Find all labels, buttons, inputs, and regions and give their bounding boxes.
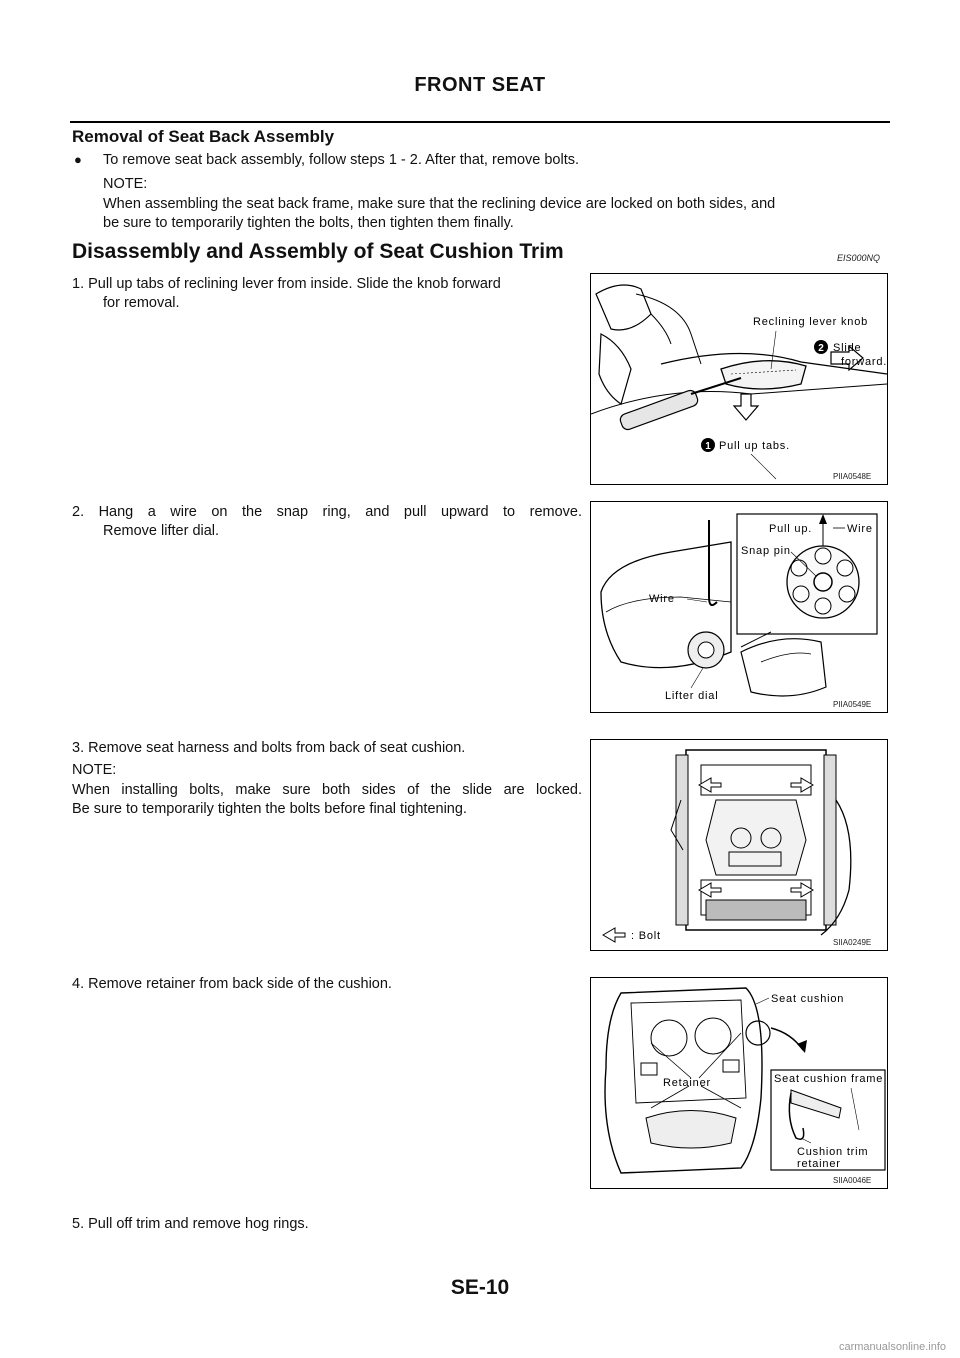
label-bolt: : Bolt xyxy=(631,930,661,942)
label-wire: Wire xyxy=(649,593,675,605)
figure-lifter-dial xyxy=(590,501,888,713)
watermark: carmanualsonline.info xyxy=(838,1341,946,1353)
note-text-line1: When assembling the seat back frame, make sure that the reclining device are locked on both sides, and xyxy=(103,196,776,212)
header-rule xyxy=(70,121,890,123)
label-pull-up: Pull up. xyxy=(769,523,813,535)
step-5-line1: 5. Pull off trim and remove hog rings. xyxy=(72,1216,309,1232)
step-3-note-line2: Be sure to temporarily tighten the bolts before final tightening. xyxy=(72,801,467,817)
bullet-icon: ● xyxy=(74,152,82,167)
step-2-line1: 2. Hang a wire on the snap ring, and pull upward to remove. xyxy=(72,504,582,520)
seat-bolts-illustration xyxy=(591,740,887,950)
removal-bullet-text: To remove seat back assembly, follow steps 1 - 2. After that, remove bolts. xyxy=(103,152,580,168)
section-heading-disassembly: Disassembly and Assembly of Seat Cushion Trim xyxy=(72,240,564,263)
label-forward: forward. xyxy=(841,356,887,368)
figure-seat-bolts xyxy=(590,739,888,951)
svg-text:2: 2 xyxy=(818,343,824,354)
label-slide: Slide xyxy=(833,342,862,354)
step-4-line1: 4. Remove retainer from back side of the cushion. xyxy=(72,976,392,992)
page-number: SE-10 xyxy=(450,1276,510,1299)
label-snap-pin: Snap pin xyxy=(741,545,791,557)
label-pull-up-tabs: Pull up tabs. xyxy=(719,440,790,452)
step-3-line1: 3. Remove seat harness and bolts from back of seat cushion. xyxy=(72,740,466,756)
label-retainer: Retainer xyxy=(663,1077,711,1089)
label-cushion-trim-retainer: retainer xyxy=(797,1158,841,1170)
figure-code: PIIA0549E xyxy=(833,700,872,709)
figure-reclining-lever xyxy=(590,273,888,485)
section-heading-removal: Removal of Seat Back Assembly xyxy=(72,127,335,146)
label-lifter-dial: Lifter dial xyxy=(665,690,719,702)
label-reclining-lever-knob: Reclining lever knob xyxy=(753,316,869,328)
step-1-line1: 1. Pull up tabs of reclining lever from inside. Slide the knob forward xyxy=(72,276,501,292)
figure-code: PIIA0548E xyxy=(833,472,872,481)
label-wire-inset: Wire xyxy=(847,523,873,535)
step-1-line2: for removal. xyxy=(103,295,180,311)
retainer-illustration xyxy=(591,978,887,1188)
figure-code: SIIA0046E xyxy=(833,1176,872,1185)
step-2-line2: Remove lifter dial. xyxy=(103,523,220,539)
label-seat-cushion-frame: Seat cushion frame xyxy=(774,1073,884,1085)
step-3-note-line1: When installing bolts, make sure both sides of the slide are locked. xyxy=(72,782,582,798)
lifter-dial-illustration xyxy=(591,502,887,712)
note-label: NOTE: xyxy=(103,176,148,192)
bolt-arrow-icon xyxy=(603,928,625,942)
figure-retainer xyxy=(590,977,888,1189)
label-seat-cushion: Seat cushion xyxy=(771,993,845,1005)
label-cushion-trim: Cushion trim xyxy=(797,1146,869,1158)
svg-text:1: 1 xyxy=(705,441,711,452)
note-text-line2: be sure to temporarily tighten the bolts, then tighten them finally. xyxy=(103,215,514,231)
note-label: NOTE: xyxy=(72,762,117,778)
reference-code: EIS000NQ xyxy=(837,253,881,263)
page-title: FRONT SEAT xyxy=(414,74,546,96)
reclining-lever-illustration xyxy=(591,274,887,484)
figure-code: SIIA0249E xyxy=(833,938,872,947)
